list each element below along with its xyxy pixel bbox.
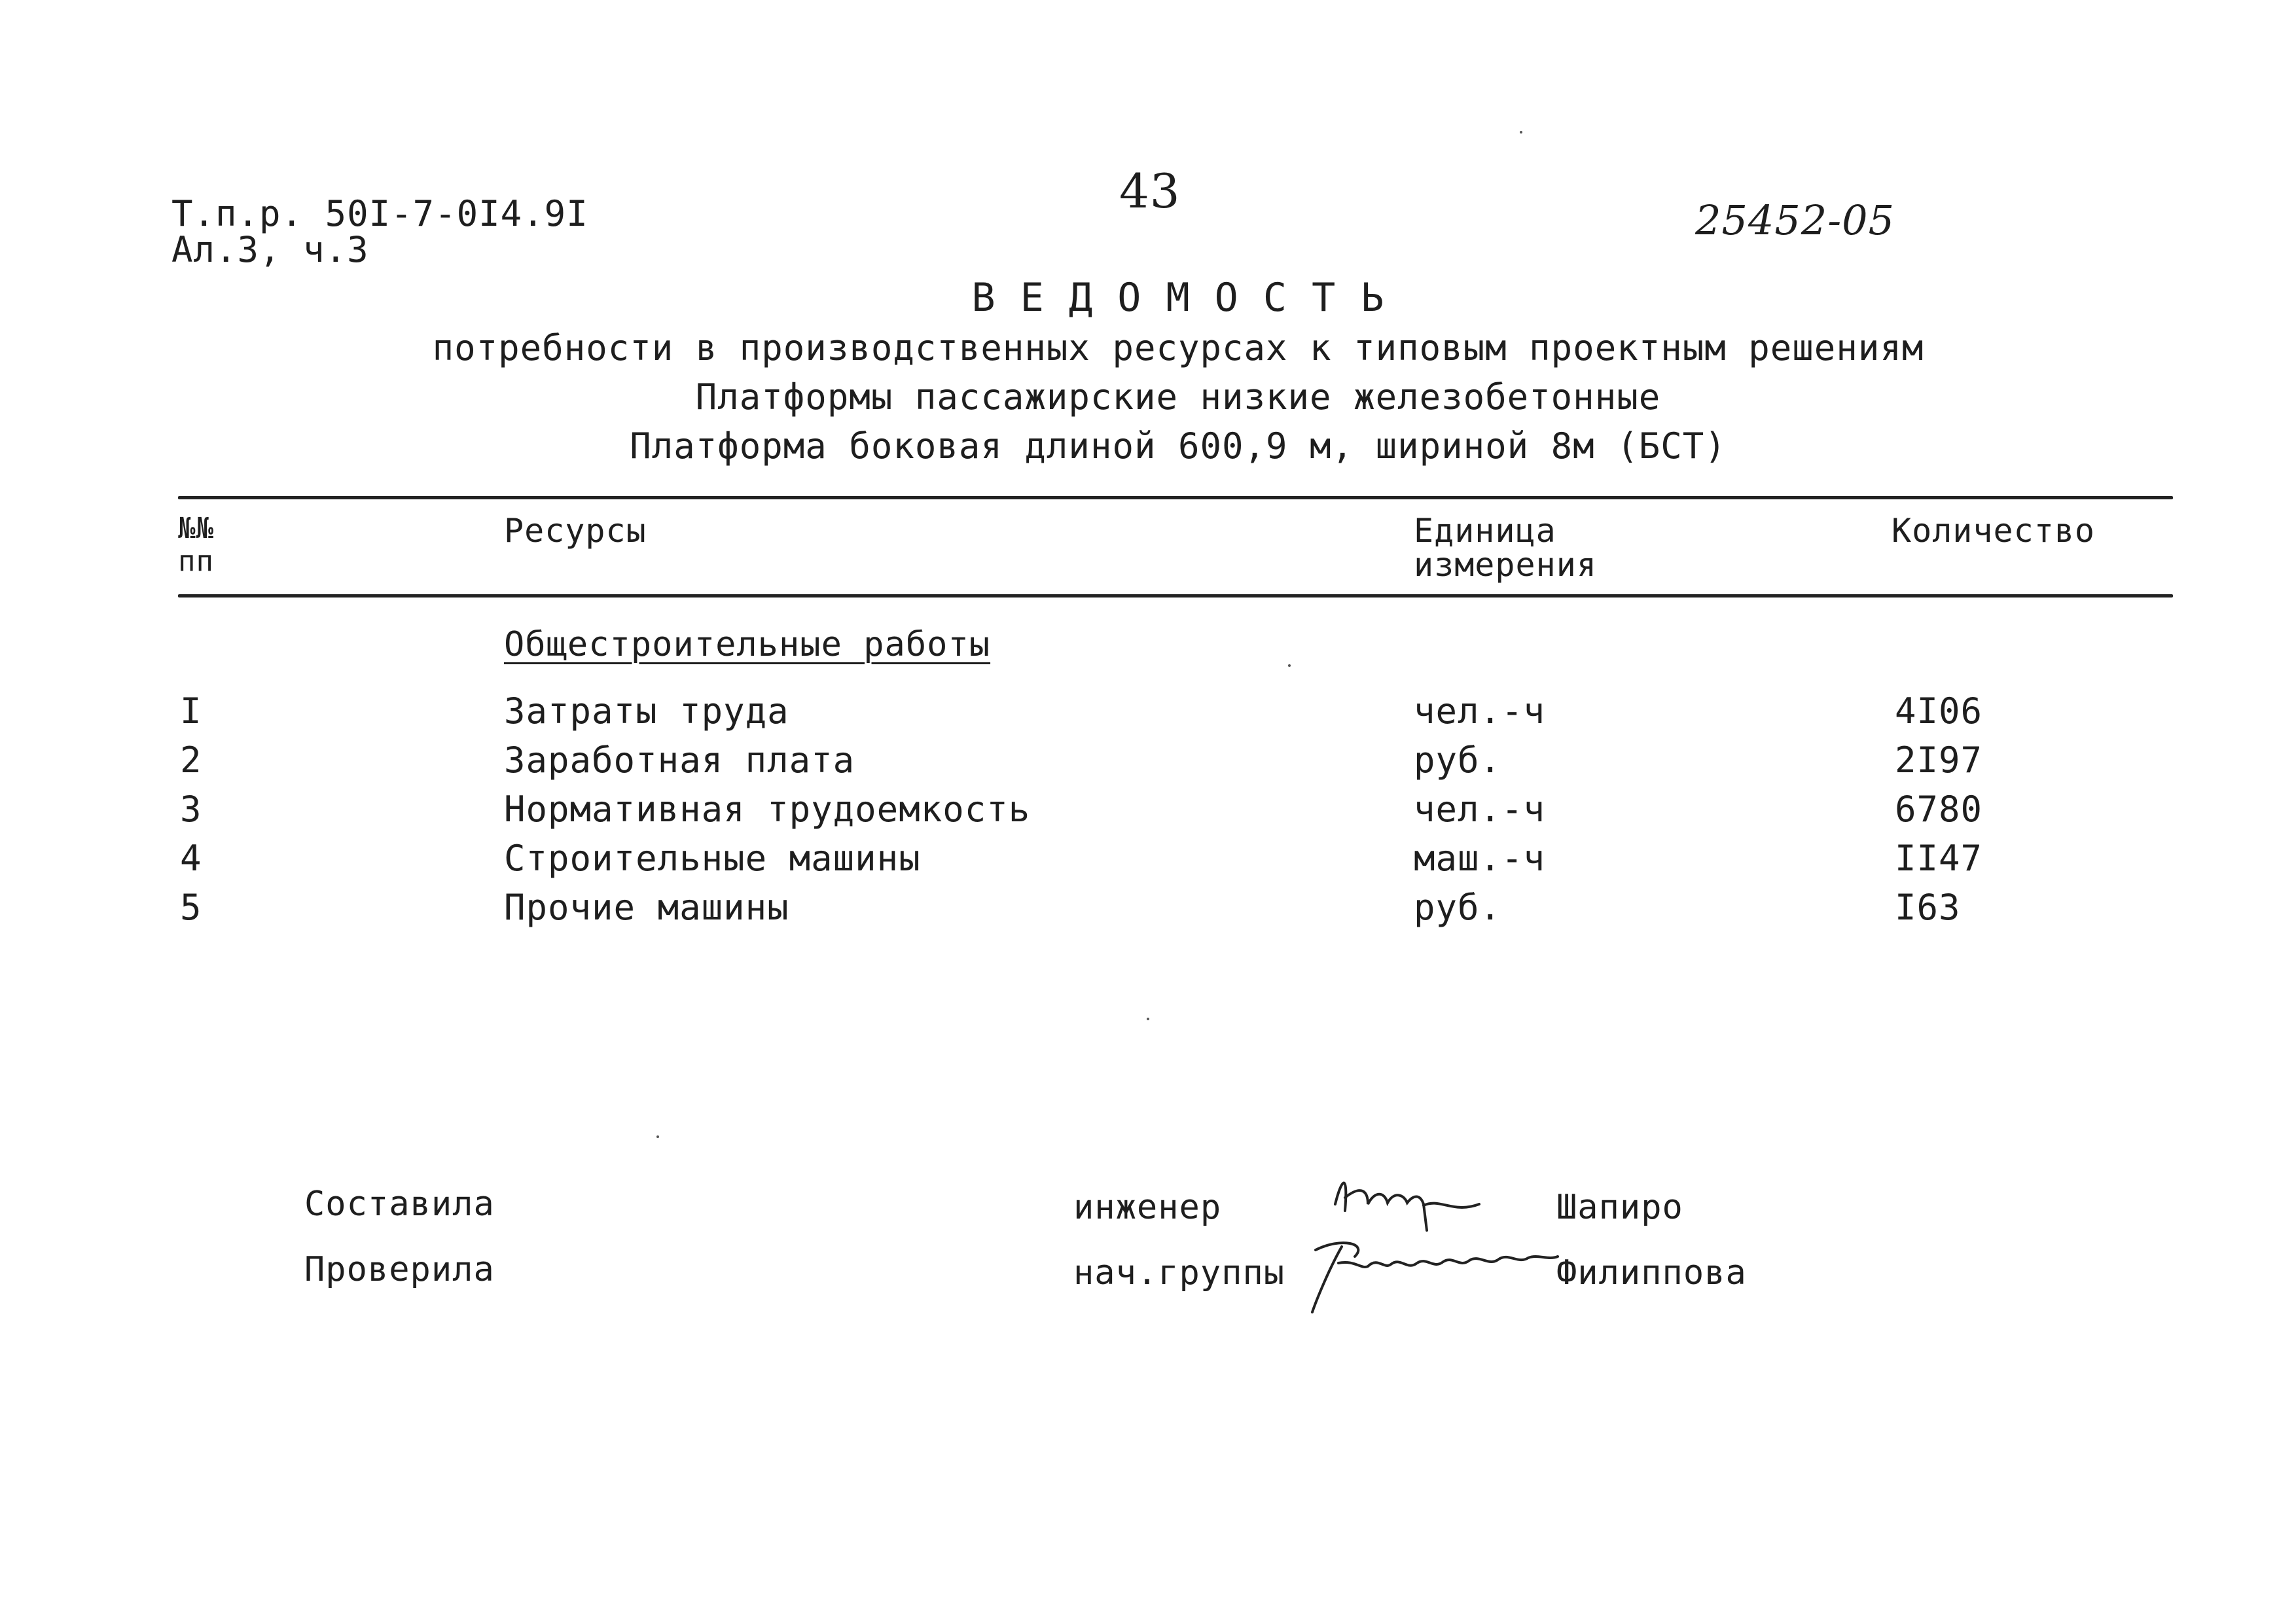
row-unit: руб. bbox=[1414, 740, 1502, 781]
header-num-line2: пп bbox=[178, 544, 214, 578]
inventory-number: 25452-05 bbox=[1695, 196, 1895, 244]
scan-speck bbox=[1288, 664, 1291, 667]
row-number: 5 bbox=[180, 887, 202, 928]
row-number: 2 bbox=[180, 740, 202, 781]
table-top-rule bbox=[178, 496, 2173, 499]
checked-role: нач.группы bbox=[1073, 1253, 1285, 1293]
compiled-label: Составила bbox=[304, 1185, 495, 1224]
compiled-name: Шапиро bbox=[1556, 1188, 1683, 1227]
checked-signature bbox=[1302, 1230, 1564, 1322]
row-quantity: 6780 bbox=[1895, 789, 1983, 830]
row-resource: Затраты труда bbox=[504, 690, 789, 732]
row-quantity: I63 bbox=[1895, 887, 1961, 928]
checked-label: Проверила bbox=[304, 1250, 495, 1289]
title-line-3: Платформа боковая длиной 600,9 м, шириной 8м (БСТ) bbox=[630, 425, 1727, 467]
scan-speck bbox=[656, 1135, 659, 1138]
section-title: Общестроительные работы bbox=[504, 625, 991, 664]
title-line-1: потребности в производственных ресурсах к типовым проектным решениям bbox=[432, 327, 1924, 368]
row-unit: руб. bbox=[1414, 887, 1502, 928]
checked-name: Филиппова bbox=[1556, 1253, 1747, 1293]
doc-reference: Т.п.р. 50I-7-0I4.9I bbox=[171, 193, 588, 234]
row-unit: чел.-ч bbox=[1414, 690, 1546, 732]
row-resource: Строительные машины bbox=[504, 838, 921, 879]
header-unit-line2: измерения bbox=[1414, 546, 1597, 584]
row-quantity: 2I97 bbox=[1895, 740, 1983, 781]
page-title: В Е Д О М О С Т Ь bbox=[971, 275, 1385, 321]
row-quantity: II47 bbox=[1895, 838, 1983, 879]
row-quantity: 4I06 bbox=[1895, 690, 1983, 732]
page-number: 43 bbox=[1119, 164, 1181, 219]
row-unit: маш.-ч bbox=[1414, 838, 1546, 879]
row-number: I bbox=[180, 690, 202, 732]
row-number: 4 bbox=[180, 838, 202, 879]
album-reference: Ал.3, ч.3 bbox=[171, 229, 369, 270]
scan-speck bbox=[1520, 131, 1522, 134]
header-num-line1: №№ bbox=[178, 512, 214, 545]
row-number: 3 bbox=[180, 789, 202, 830]
header-resource: Ресурсы bbox=[504, 512, 647, 550]
row-resource: Нормативная трудоемкость bbox=[504, 789, 1031, 830]
compiled-signature bbox=[1322, 1158, 1492, 1237]
table-header-rule bbox=[178, 594, 2173, 597]
header-quantity: Количество bbox=[1892, 512, 2096, 550]
scan-speck bbox=[1147, 1018, 1149, 1020]
row-resource: Прочие машины bbox=[504, 887, 789, 928]
title-line-2: Платформы пассажирские низкие железобетонные bbox=[695, 376, 1661, 418]
compiled-role: инженер bbox=[1073, 1188, 1222, 1227]
header-unit-line1: Единица bbox=[1414, 512, 1556, 550]
row-unit: чел.-ч bbox=[1414, 789, 1546, 830]
row-resource: Заработная плата bbox=[504, 740, 855, 781]
